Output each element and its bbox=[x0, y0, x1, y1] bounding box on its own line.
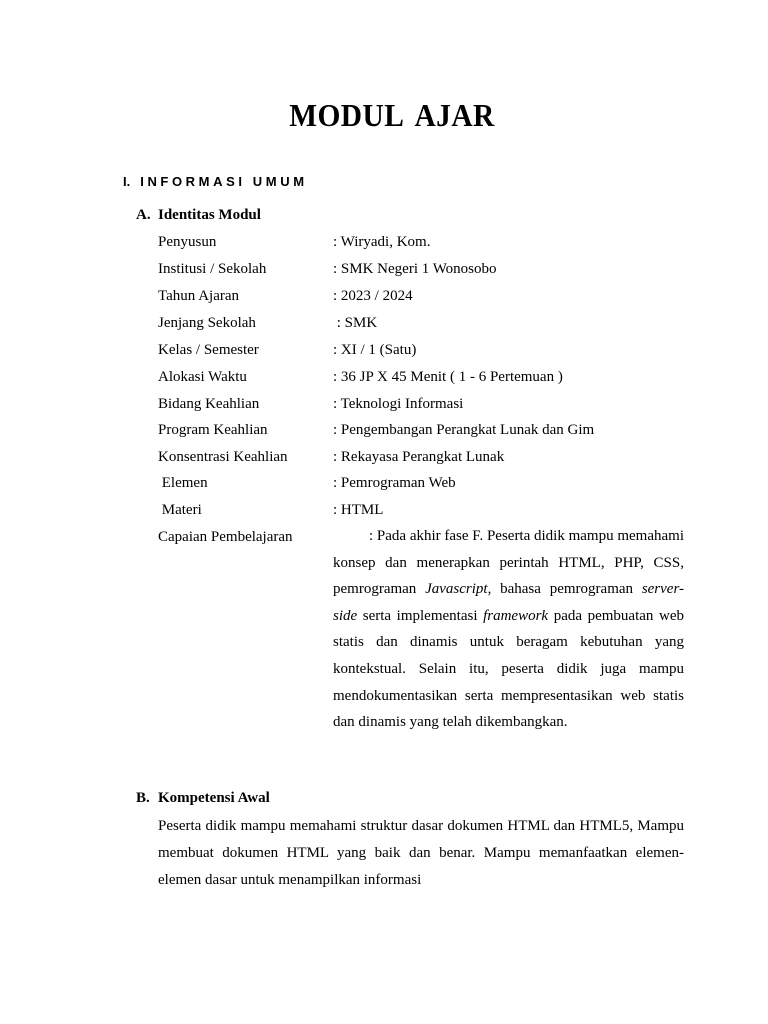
identity-row bbox=[158, 529, 293, 546]
kompetensi-title: Kompetensi Awal bbox=[158, 790, 270, 806]
capaian-italic: Javascript bbox=[425, 581, 488, 598]
identitas-heading bbox=[136, 207, 261, 224]
identitas-title: Identitas Modul bbox=[158, 207, 261, 223]
row-label: Elemen bbox=[158, 475, 208, 491]
row-label: Program Keahlian bbox=[158, 422, 268, 438]
identitas-letter: A. bbox=[136, 207, 151, 223]
row-label: Capaian Pembelajaran bbox=[158, 529, 293, 545]
row-value: : HTML bbox=[333, 502, 384, 518]
row-value: : SMK bbox=[333, 315, 378, 331]
identity-row bbox=[158, 396, 464, 413]
identity-row bbox=[158, 369, 563, 386]
capaian-italic: server- side bbox=[333, 581, 684, 624]
row-value: : 2023 / 2024 bbox=[333, 288, 413, 304]
identity-row bbox=[158, 234, 431, 251]
row-value: : 36 JP X 45 Menit ( 1 - 6 Pertemuan ) bbox=[333, 369, 563, 385]
row-value: : Teknologi Informasi bbox=[333, 396, 464, 412]
capaian-part: : Pada akhir fase F. Peserta didik mampu memahami konsep dan menerapkan perintah HTML, PHP, CSS, pemrograman bbox=[333, 528, 684, 598]
row-label: Institusi / Sekolah bbox=[158, 261, 267, 277]
row-label: Kelas / Semester bbox=[158, 342, 259, 358]
identity-row bbox=[158, 422, 595, 439]
identity-row bbox=[158, 475, 456, 492]
row-value: : Pemrograman Web bbox=[333, 475, 456, 491]
section-number: I. bbox=[123, 174, 131, 189]
capaian-text bbox=[333, 523, 684, 736]
row-label: Tahun Ajaran bbox=[158, 288, 240, 304]
identity-row bbox=[158, 261, 497, 278]
capaian-part: serta implementasi bbox=[357, 607, 484, 624]
row-value: : Wiryadi, Kom. bbox=[333, 234, 431, 250]
row-label: Konsentrasi Keahlian bbox=[158, 449, 288, 465]
identity-row bbox=[158, 502, 384, 519]
row-label: Alokasi Waktu bbox=[158, 369, 247, 385]
row-label: Jenjang Sekolah bbox=[158, 315, 256, 331]
row-value: : XI / 1 (Satu) bbox=[333, 342, 417, 358]
identity-row bbox=[158, 288, 413, 305]
identity-row bbox=[158, 315, 378, 332]
kompetensi-text: Peserta didik mampu memahami struktur dasar dokumen HTML dan HTML5, Mampu membuat dokumen HTML yang baik dan benar. Mampu memanfaatkan elemen-elemen dasar untuk menampilkan informasi bbox=[158, 818, 684, 888]
identity-row bbox=[158, 342, 417, 359]
identity-row bbox=[158, 449, 505, 466]
document-title: MODUL AJAR bbox=[289, 97, 495, 133]
row-label: Penyusun bbox=[158, 234, 217, 250]
capaian-italic: framework bbox=[483, 607, 549, 624]
capaian-part: pada pembuatan web statis dan dinamis untuk beragam kebutuhan yang kontekstual. Selain itu, peserta didik juga mampu mendokumentasikan serta mempresentasikan web statis dan dinamis yang telah dikembangkan. bbox=[333, 607, 684, 731]
row-label: Bidang Keahlian bbox=[158, 396, 260, 412]
row-label: Materi bbox=[158, 502, 202, 518]
kompetensi-heading bbox=[136, 790, 270, 807]
section-title: INFORMASI UMUM bbox=[140, 174, 308, 189]
row-value: : SMK Negeri 1 Wonosobo bbox=[333, 261, 497, 277]
section-heading bbox=[123, 174, 308, 189]
row-value: : Rekayasa Perangkat Lunak bbox=[333, 449, 505, 465]
capaian-part: , bahasa pemrograman bbox=[487, 581, 642, 598]
row-value: : Pengembangan Perangkat Lunak dan Gim bbox=[333, 422, 595, 438]
kompetensi-letter: B. bbox=[136, 790, 150, 806]
